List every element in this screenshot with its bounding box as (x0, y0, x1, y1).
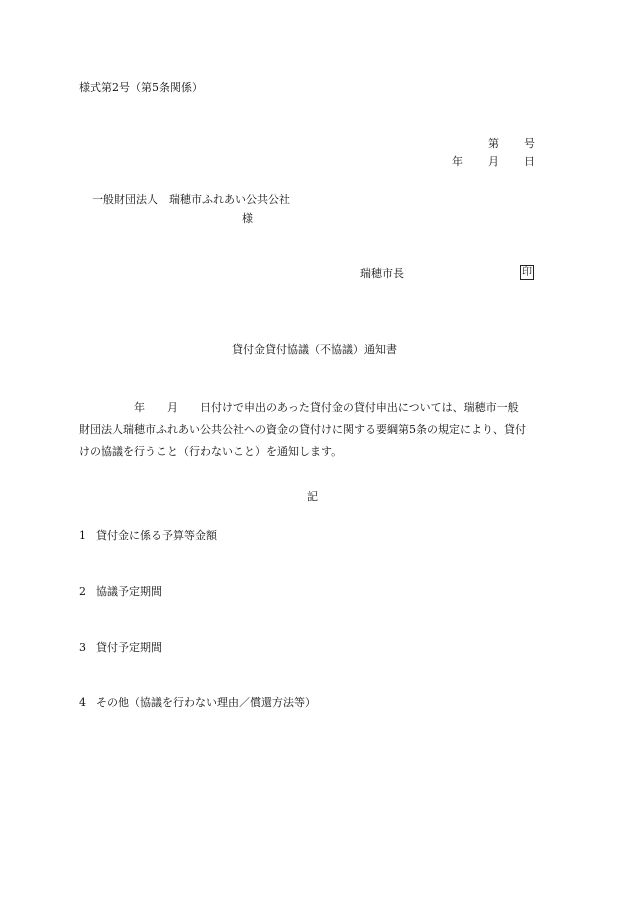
form-number: 様式第2号（第5条関係） (79, 81, 203, 94)
list-item (79, 697, 316, 708)
list-item (79, 586, 162, 597)
list-item (79, 530, 217, 541)
date-day-label: 日 (524, 155, 535, 168)
body-line: けの協議を行うこと（行わないこと）を通知します。 (79, 445, 343, 458)
body-paragraph (79, 397, 549, 463)
document-title: 貸付金貸付協議（不協議）通知書 (232, 343, 397, 356)
item-number: 1 (79, 529, 86, 542)
body-line: 年 月 日付けで申出のあった貸付金の貸付申出については、瑞穂市一般 (79, 401, 519, 414)
recipient-honorific: 様 (242, 212, 253, 225)
seal-mark: 印 (522, 267, 532, 278)
recipient-name: 一般財団法人 瑞穂市ふれあい公共公社 (92, 193, 290, 206)
item-number: 2 (79, 585, 86, 598)
item-number: 4 (79, 696, 86, 709)
issuer-title: 瑞穂市長 (360, 267, 404, 280)
date-month-label: 月 (488, 155, 499, 168)
document-number-suffix: 号 (524, 137, 535, 150)
ki-heading: 記 (307, 490, 318, 503)
item-label: その他（協議を行わない理由／償還方法等） (96, 696, 316, 709)
item-label: 協議予定期間 (96, 585, 162, 598)
item-label: 貸付金に係る予算等金額 (96, 529, 217, 542)
body-line: 財団法人瑞穂市ふれあい公共公社への資金の貸付けに関する要綱第5条の規定により、貸付 (79, 423, 526, 436)
item-label: 貸付予定期間 (96, 641, 162, 654)
document-number-prefix: 第 (488, 137, 499, 150)
date-year-label: 年 (452, 155, 463, 168)
list-item (79, 642, 162, 653)
item-number: 3 (79, 641, 86, 654)
